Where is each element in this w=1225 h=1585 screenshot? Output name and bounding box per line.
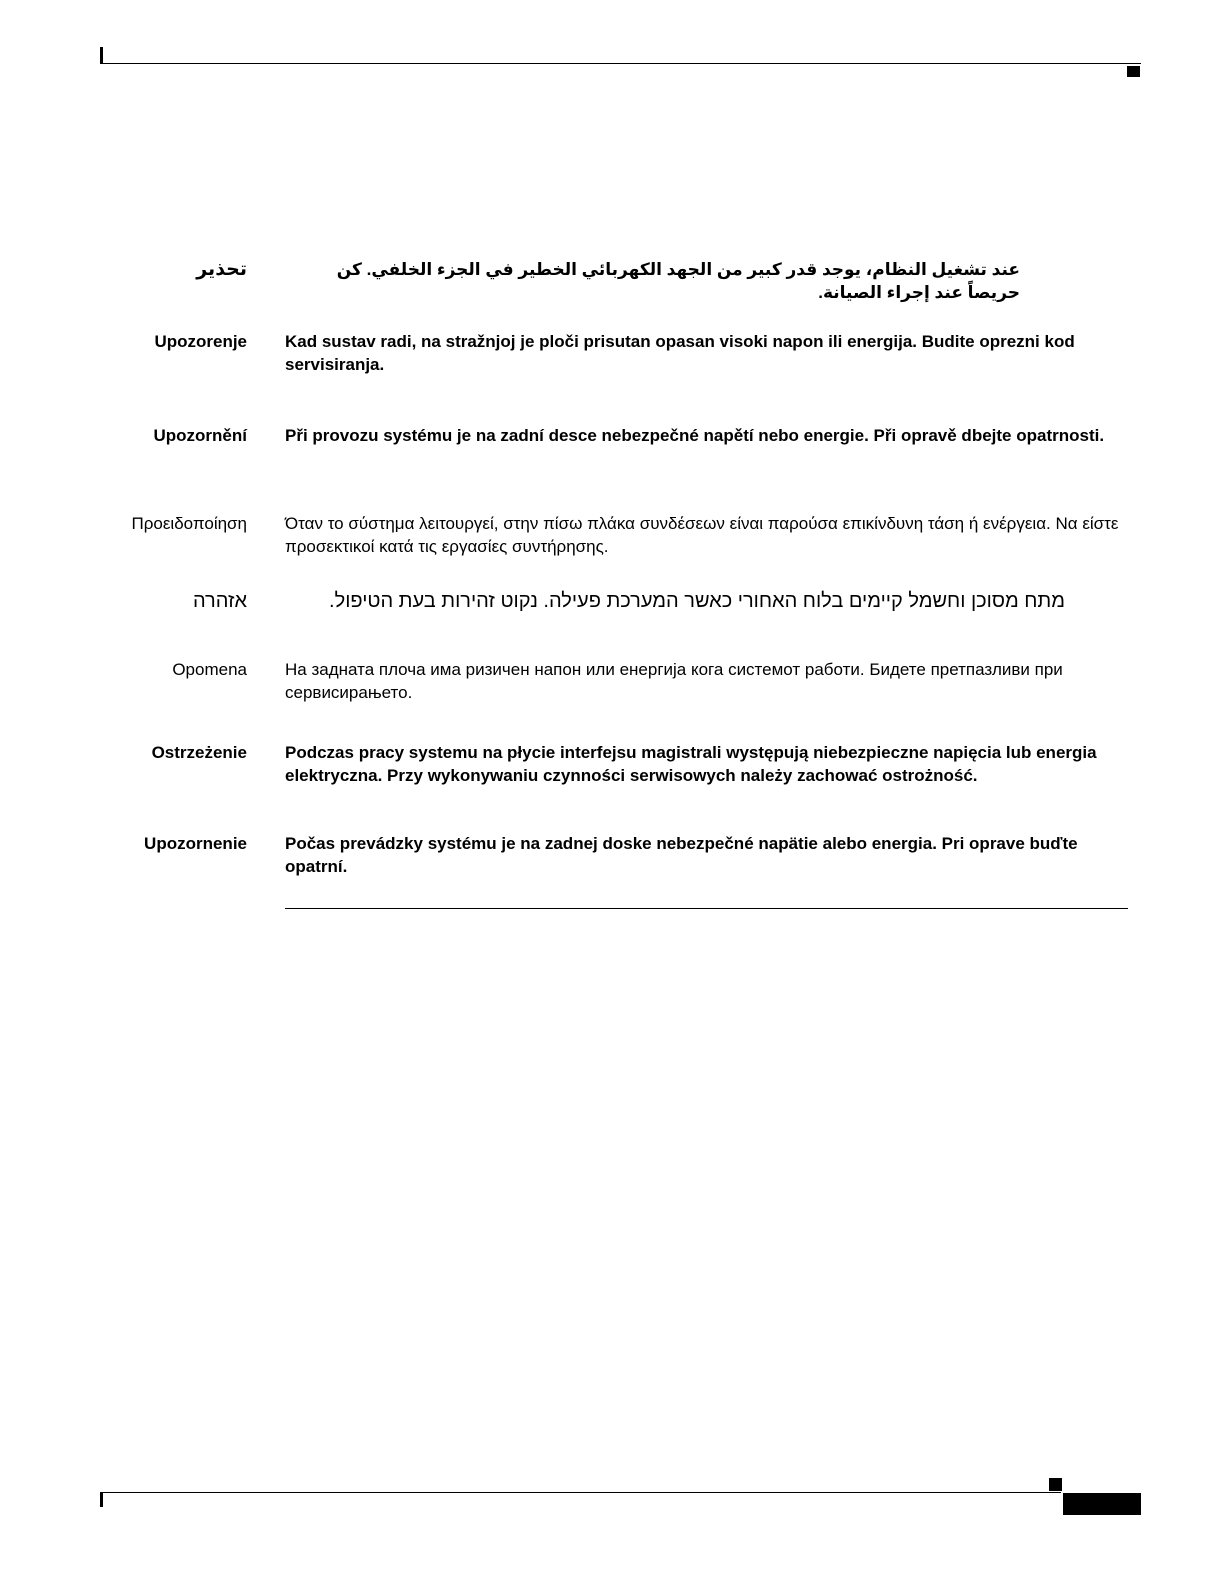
warning-text: На задната плоча има ризичен напон или енергија кога системот работи. Бидете претпазливи при сервисирањето. (285, 660, 1063, 702)
footer-page-block (1063, 1493, 1141, 1515)
warning-label: Upozornenie (144, 834, 247, 853)
warning-label: Upozorenje (154, 332, 247, 351)
warning-label: Opomena (172, 660, 247, 679)
warning-text: Όταν το σύστημα λειτουργεί, στην πίσω πλάκα συνδέσεων είναι παρούσα επικίνδυνη τάση ή ενέργεια. Να είστε προσεκτικοί κατά τις εργασίες συντήρησης. (285, 514, 1119, 556)
footer-square-marker (1049, 1478, 1062, 1491)
warning-text: מתח מסוכן וחשמל קיימים בלוח האחורי כאשר המערכת פעילה. נקוט זהירות בעת הטיפול. (329, 590, 1065, 612)
warning-label: Προειδοποίηση (131, 514, 247, 533)
header-tick-mark (100, 47, 103, 64)
warning-text: عند تشغيل النظام، يوجد قدر كبير من الجهد الكهربائي الخطير في الجزء الخلفي. كن حريصاً عند إجراء الصيانة. (336, 260, 1020, 302)
footer-rule (101, 1492, 1061, 1493)
header-square-marker (1127, 66, 1140, 77)
warning-label: אזהרה (192, 590, 247, 612)
warning-text: Počas prevádzky systému je na zadnej doske nebezpečné napätie alebo energia. Pri oprave buďte opatrní. (285, 834, 1078, 876)
footer-tick-mark (100, 1492, 103, 1507)
warning-text: Podczas pracy systemu na płycie interfejsu magistrali występują niebezpieczne napięcia lub energia elektryczna. Przy wykonywaniu czynności serwisowych należy zachować ostrożność. (285, 743, 1097, 785)
header-rule (101, 63, 1141, 64)
warning-label: Upozornění (153, 426, 247, 445)
warning-text: Při provozu systému je na zadní desce nebezpečné napětí nebo energie. Při opravě dbejte opatrnosti. (285, 426, 1105, 445)
warning-label: تحذير (196, 259, 247, 280)
warning-label: Ostrzeżenie (151, 743, 247, 762)
section-end-rule (285, 908, 1128, 909)
warning-text: Kad sustav radi, na stražnjoj je ploči prisutan opasan visoki napon ili energija. Budite oprezni kod servisiranja. (285, 332, 1075, 374)
